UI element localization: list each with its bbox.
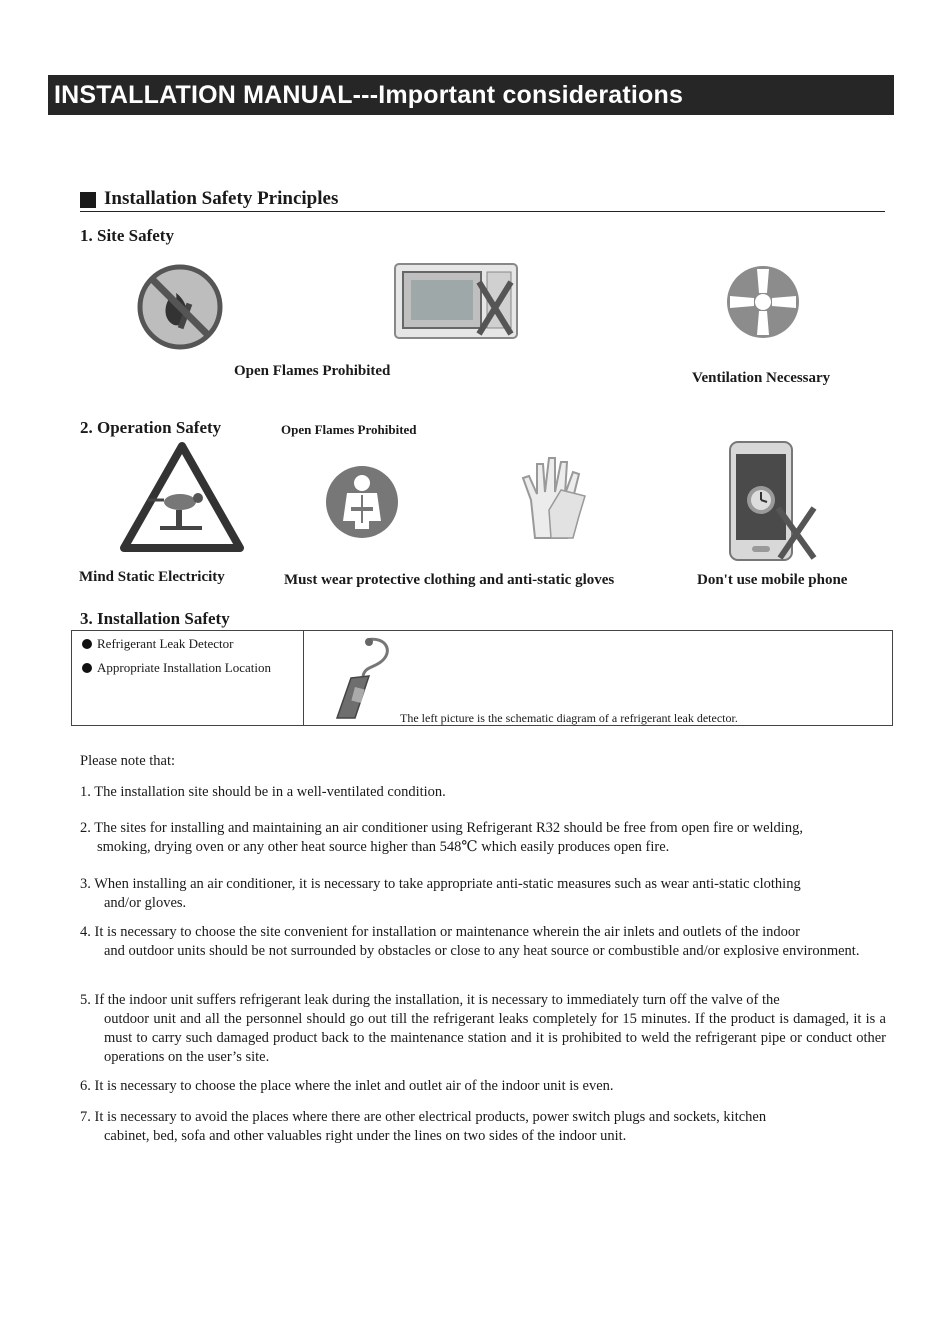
note-item <box>80 923 886 961</box>
note-item <box>80 783 886 802</box>
header-bar <box>48 75 894 115</box>
installation-safety-heading: 3. Installation Safety <box>80 609 230 628</box>
list-item-label: Appropriate Installation Location <box>97 660 272 675</box>
notes-intro: Please note that: <box>80 753 176 769</box>
installation-safety-table <box>71 630 893 726</box>
note-text: 3. When installing an air conditioner, it is necessary to take appropriate anti-static measures such as wear anti-static clothing <box>80 876 801 892</box>
protective-clothing-caption: Must wear protective clothing and anti-static gloves <box>284 572 615 588</box>
note-text-continued: cabinet, bed, sofa and other valuables right under the lines on two sides of the indoor unit. <box>104 1128 627 1144</box>
no-mobile-phone-icon <box>726 440 818 562</box>
note-text-continued: and outdoor units should be not surrounded by obstacles or close to any heat source or combustible and/or explosive environment. <box>104 943 860 959</box>
mobile-phone-caption: Don't use mobile phone <box>697 572 848 588</box>
note-text: 2. The sites for installing and maintaining an air conditioner using Refrigerant R32 should be free from open fire or welding, <box>80 820 803 836</box>
no-fire-icon <box>136 263 224 351</box>
list-item <box>82 636 233 652</box>
page-title: INSTALLATION MANUAL---Important considerations <box>54 81 684 109</box>
note-text: 5. If the indoor unit suffers refrigerant leak during the installation, it is necessary to immediately turn off the valve of the <box>80 992 780 1008</box>
operation-open-flames-caption: Open Flames Prohibited <box>281 422 417 437</box>
static-warning-icon <box>118 440 246 558</box>
note-item <box>80 991 886 1067</box>
section-title: Installation Safety Principles <box>104 188 339 209</box>
ventilation-icon <box>724 263 802 341</box>
no-microwave-icon <box>393 260 521 342</box>
note-text-continued: smoking, drying oven or any other heat source higher than 548℃ which easily produces open fire. <box>97 839 670 855</box>
note-item <box>80 1108 886 1146</box>
square-bullet-icon <box>80 192 96 208</box>
note-text: 4. It is necessary to choose the site convenient for installation or maintenance wherein the air inlets and outlets of the indoor <box>80 924 800 940</box>
gloves-icon <box>515 450 595 542</box>
bullet-icon <box>82 639 92 649</box>
note-item <box>80 819 900 857</box>
table-divider <box>303 631 304 725</box>
note-text: 7. It is necessary to avoid the places where there are other electrical products, power switch plugs and sockets, kitchen <box>80 1109 767 1125</box>
operation-safety-heading: 2. Operation Safety <box>80 418 222 437</box>
leak-detector-icon <box>315 632 405 722</box>
note-item <box>80 1077 886 1096</box>
protective-clothing-icon <box>323 463 401 541</box>
note-item <box>80 875 886 913</box>
bullet-icon <box>82 663 92 673</box>
note-text: 6. It is necessary to choose the place where the inlet and outlet air of the indoor unit is even. <box>80 1078 614 1094</box>
detector-caption: The left picture is the schematic diagram of a refrigerant leak detector. <box>400 711 738 725</box>
site-safety-heading: 1. Site Safety <box>80 226 174 245</box>
ventilation-caption: Ventilation Necessary <box>692 370 831 386</box>
static-electricity-caption: Mind Static Electricity <box>79 569 225 585</box>
open-flames-caption: Open Flames Prohibited <box>234 363 391 379</box>
section-heading <box>80 188 885 212</box>
note-text-continued: and/or gloves. <box>104 895 187 911</box>
list-item <box>82 660 271 676</box>
note-text-continued: outdoor unit and all the personnel should go out till the refrigerant leaks completely for 15 minutes. If the product is damaged, it is a must to carry such damaged product back to the maintenance station and it is prohibited to weld the refrigerant pipe or conduct other operations on the user’s site. <box>104 1011 886 1065</box>
list-item-label: Refrigerant Leak Detector <box>97 636 234 651</box>
note-text: 1. The installation site should be in a well-ventilated condition. <box>80 784 446 800</box>
